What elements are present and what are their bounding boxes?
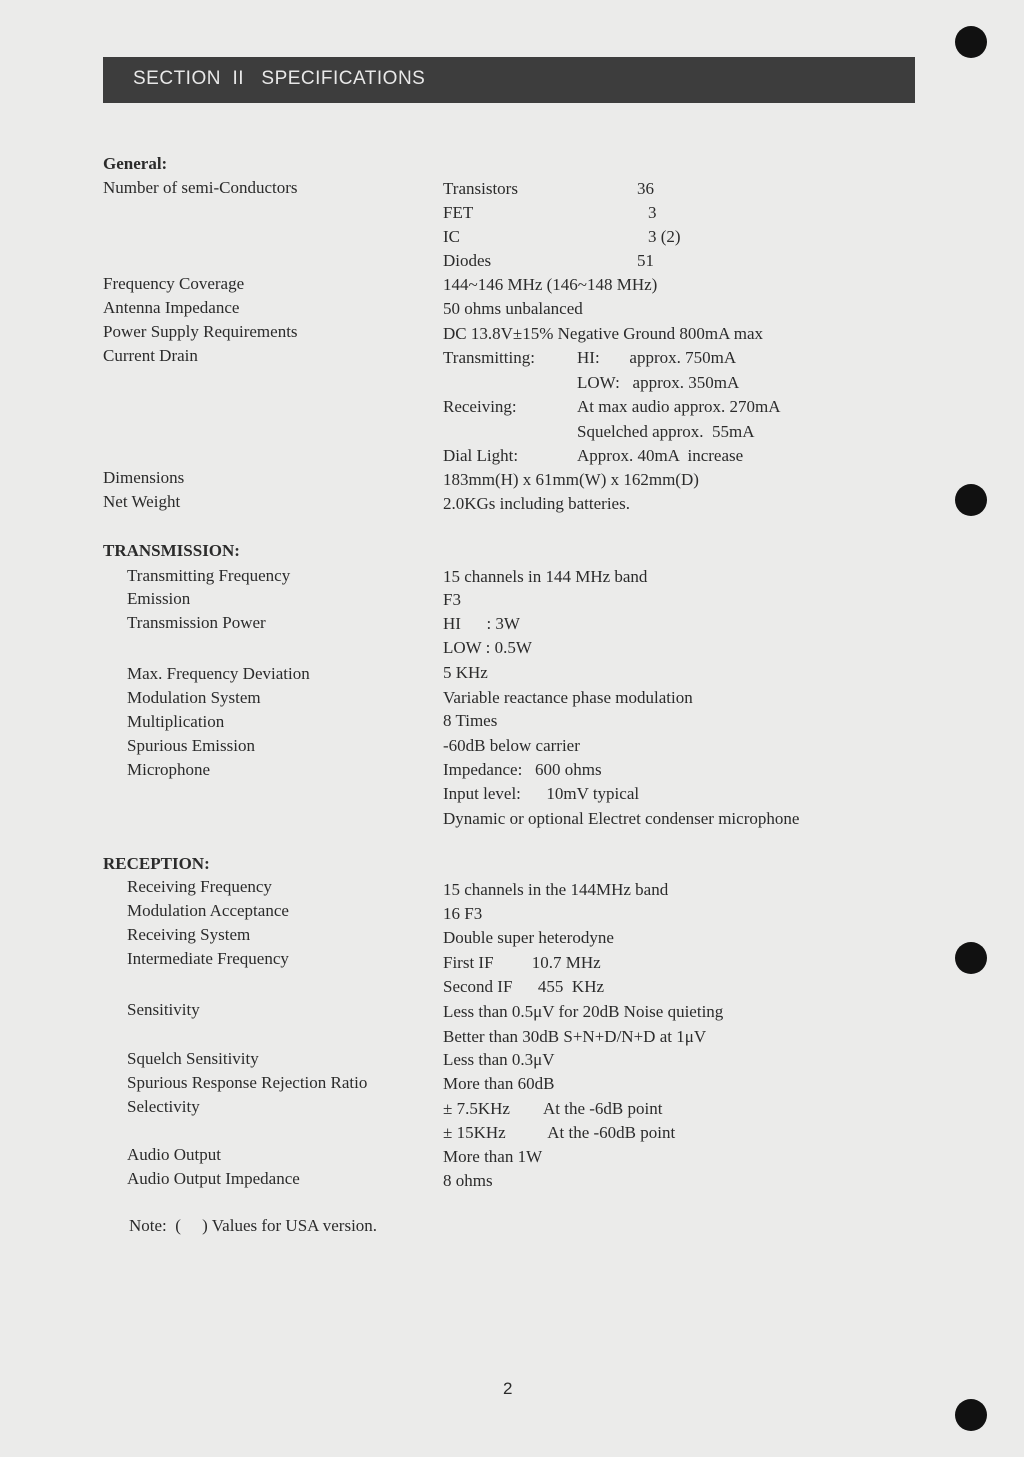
spec-label: Selectivity: [127, 1097, 200, 1116]
section-title: SECTION II SPECIFICATIONS: [133, 68, 426, 89]
spec-label: Net Weight: [103, 492, 181, 511]
spec-detail: LOW: approx. 350mA: [577, 373, 740, 392]
spec-value: DC 13.8V±15% Negative Ground 800mA max: [443, 324, 764, 343]
spec-value: 8 ohms: [443, 1171, 493, 1190]
spec-label: Emission: [127, 589, 191, 608]
spec-label: Max. Frequency Deviation: [127, 664, 310, 683]
transmission-heading: TRANSMISSION:: [103, 541, 240, 560]
spec-value: More than 1W: [443, 1147, 543, 1166]
spec-value: -60dB below carrier: [443, 736, 580, 755]
spec-value: 15 channels in 144 MHz band: [443, 567, 648, 586]
spec-detail: Approx. 40mA increase: [577, 446, 744, 465]
binder-hole-3: [955, 942, 987, 974]
page-number: 2: [503, 1379, 513, 1398]
spec-count: 36: [637, 179, 654, 198]
spec-value: ± 7.5KHz At the -6dB point: [443, 1099, 663, 1118]
spec-detail: Squelched approx. 55mA: [577, 422, 755, 441]
reception-heading: RECEPTION:: [103, 854, 210, 873]
spec-value: FET: [443, 203, 474, 222]
spec-label: Modulation System: [127, 688, 261, 707]
spec-value: Dynamic or optional Electret condenser microphone: [443, 809, 800, 828]
binder-hole-4: [955, 1399, 987, 1431]
general-heading: General:: [103, 154, 168, 173]
spec-value: Less than 0.3μV: [443, 1050, 555, 1069]
spec-value: Transmitting:: [443, 348, 535, 367]
spec-count: 3 (2): [648, 227, 681, 246]
spec-value: 50 ohms unbalanced: [443, 299, 583, 318]
spec-value: 16 F3: [443, 904, 483, 923]
spec-label: Microphone: [127, 760, 211, 779]
spec-value: Better than 30dB S+N+D/N+D at 1μV: [443, 1027, 707, 1046]
spec-value: LOW : 0.5W: [443, 638, 532, 657]
spec-count: 3: [648, 203, 657, 222]
spec-value: 2.0KGs including batteries.: [443, 494, 630, 513]
spec-value: Second IF 455 KHz: [443, 977, 605, 996]
spec-label: Receiving System: [127, 925, 251, 944]
usa-version-note: Note: ( ) Values for USA version.: [129, 1216, 378, 1235]
binder-hole-2: [955, 484, 987, 516]
spec-value: 15 channels in the 144MHz band: [443, 880, 669, 899]
spec-value: Impedance: 600 ohms: [443, 760, 602, 779]
spec-label: Audio Output: [127, 1145, 221, 1164]
spec-label: Multiplication: [127, 712, 225, 731]
spec-label: Number of semi-Conductors: [103, 178, 298, 197]
spec-value: Receiving:: [443, 397, 517, 416]
spec-value: HI : 3W: [443, 614, 520, 633]
spec-value: Double super heterodyne: [443, 928, 614, 947]
spec-detail: HI: approx. 750mA: [577, 348, 737, 367]
spec-detail: At max audio approx. 270mA: [577, 397, 781, 416]
spec-value: F3: [443, 590, 461, 609]
spec-label: Frequency Coverage: [103, 274, 245, 293]
spec-value: 5 KHz: [443, 663, 488, 682]
spec-label: Current Drain: [103, 346, 198, 365]
spec-value: Dial Light:: [443, 446, 519, 465]
spec-count: 51: [637, 251, 654, 270]
spec-label: Dimensions: [103, 468, 185, 487]
spec-value: Diodes: [443, 251, 492, 270]
spec-label: Squelch Sensitivity: [127, 1049, 259, 1068]
spec-value: 183mm(H) x 61mm(W) x 162mm(D): [443, 470, 699, 489]
spec-value: Less than 0.5μV for 20dB Noise quieting: [443, 1002, 724, 1021]
section-header: [103, 57, 915, 103]
spec-value: First IF 10.7 MHz: [443, 953, 601, 972]
spec-value: IC: [443, 227, 460, 246]
spec-label: Transmitting Frequency: [127, 566, 291, 585]
spec-label: Receiving Frequency: [127, 877, 272, 896]
spec-value: ± 15KHz At the -60dB point: [443, 1123, 676, 1142]
spec-label: Sensitivity: [127, 1000, 200, 1019]
spec-label: Antenna Impedance: [103, 298, 240, 317]
spec-label: Transmission Power: [127, 613, 266, 632]
spec-label: Power Supply Requirements: [103, 322, 298, 341]
spec-label: Spurious Emission: [127, 736, 255, 755]
spec-value: More than 60dB: [443, 1074, 555, 1093]
spec-label: Modulation Acceptance: [127, 901, 289, 920]
spec-value: 144~146 MHz (146~148 MHz): [443, 275, 658, 294]
spec-value: Variable reactance phase modulation: [443, 688, 693, 707]
spec-label: Intermediate Frequency: [127, 949, 289, 968]
binder-hole-1: [955, 26, 987, 58]
spec-value: Transistors: [443, 179, 518, 198]
spec-label: Audio Output Impedance: [127, 1169, 300, 1188]
spec-value: 8 Times: [443, 711, 498, 730]
spec-value: Input level: 10mV typical: [443, 784, 640, 803]
spec-label: Spurious Response Rejection Ratio: [127, 1073, 368, 1092]
